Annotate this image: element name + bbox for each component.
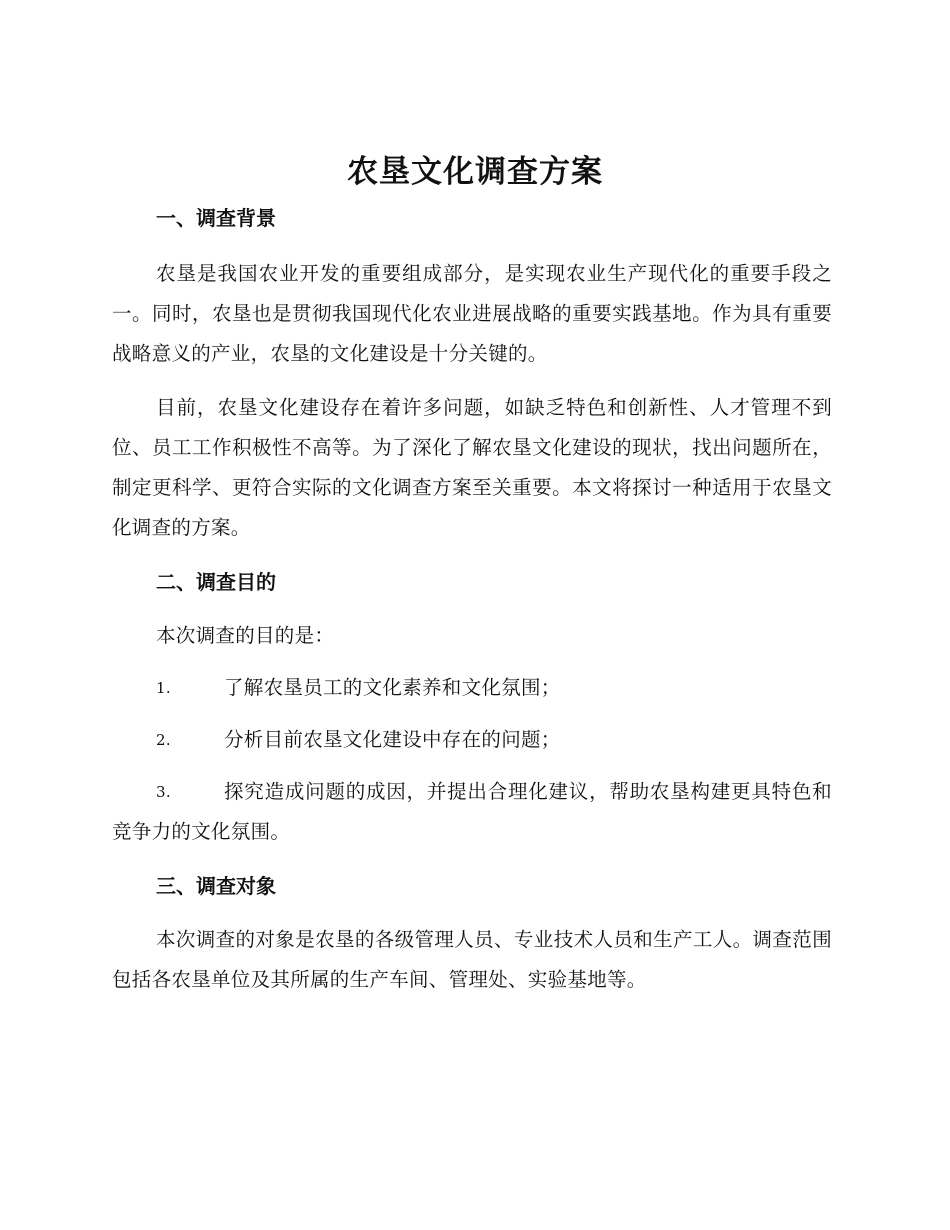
section-background: [112, 196, 832, 548]
list-text: 探究造成问题的成因，并提出合理化建议，帮助农垦构建更具特色和竞争力的文化氛围。: [112, 780, 832, 843]
list-text: 了解农垦员工的文化素养和文化氛围；: [224, 676, 561, 699]
paragraph: 农垦是我国农业开发的重要组成部分，是实现农业生产现代化的重要手段之一。同时，农垦也是贯彻我国现代化农业进展战略的重要实践基地。作为具有重要战略意义的产业，农垦的文化建设是十分关键的。: [112, 262, 832, 365]
section-subjects: [112, 864, 832, 1000]
list-item: [112, 668, 832, 708]
list-number: 1.: [156, 679, 171, 697]
document-title: 农垦文化调查方案: [347, 154, 603, 190]
document-body: [112, 196, 832, 1000]
section-purpose: [112, 560, 832, 852]
paragraph: 目前，农垦文化建设存在着许多问题，如缺乏特色和创新性、人才管理不到位、员工工作积极性不高等。为了深化了解农垦文化建设的现状，找出问题所在，制定更科学、更符合实际的文化调查方案至关重要。本文将探讨一种适用于农垦文化调查的方案。: [112, 396, 832, 539]
list-item: [112, 772, 832, 852]
list-text: 分析目前农垦文化建设中存在的问题；: [224, 728, 561, 751]
paragraph: 本次调查的目的是：: [156, 624, 335, 647]
section-heading: 三、调查对象: [156, 874, 276, 898]
section-heading: 二、调查目的: [156, 570, 276, 594]
section-heading: 一、调查背景: [156, 206, 276, 230]
list-number: 3.: [156, 783, 171, 801]
list-number: 2.: [156, 731, 171, 749]
paragraph: 本次调查的对象是农垦的各级管理人员、专业技术人员和生产工人。调查范围包括各农垦单位及其所属的生产车间、管理处、实验基地等。: [112, 928, 832, 991]
list-item: [112, 720, 832, 760]
